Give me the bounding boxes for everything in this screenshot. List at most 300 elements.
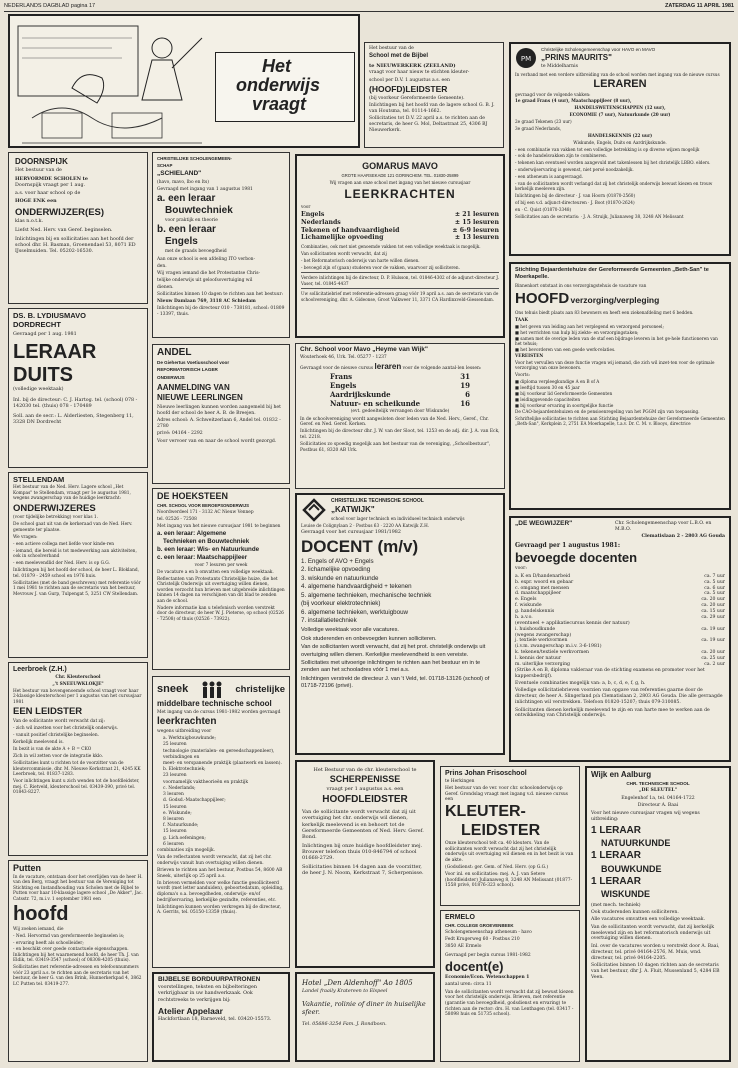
row-label: e. Engels [515,597,537,603]
list-item: e. Wiskunde; [163,810,192,816]
row-value: ca. 5 uur [704,579,725,585]
text: voor praktijk en theorie [165,218,218,224]
ad-lydiusmavo [8,308,148,468]
ad-schoolbijbel-nieuwerkerk [364,42,504,148]
list-item: 3 lesuren [163,792,184,798]
text: Van de sollicitanten wordt verwacht dat zij bewust kiezen voor het christelijk onderwijs. Brieven, met referentie (garantie van bevoegdheid, godsdienst en ervaring) te richten aan de rector: drs. H. van Lenthagen (tel. 03417 - 58098 huis en 51735 school). [445,989,574,1018]
text: Gevraagd per 1 augustus 1981: [515,542,621,550]
row-label: l. kennis der natuur [515,656,562,662]
text: Engelenhof 1a, tel. 04164-1722 [621,795,695,801]
ad-bijbelse-borduurpatronen [152,972,290,1062]
text: Chr. Kleuterschool [55,674,101,680]
text: a. een leraar [157,193,216,205]
text: (evt. gedeeltelijk vervangen door Wiskunde) [350,408,450,414]
text: DOORNSPIJK [15,157,68,166]
text: Sollicitaties zo spoedig mogelijk aan het bestuur van de vereniging, „Schoolbestuur", Postbus 61, 8320 AB Urk. [300,442,491,453]
text: Engels [165,236,198,248]
list-item: 5. algemene technieken, mechanische techniek [301,591,432,599]
text: te NIEUWERKERK (ZEELAND) [369,62,456,69]
row-value: 16 [460,398,470,408]
text: HERVORMDE SCHOLEN te [15,175,88,182]
list-item: (bij voorkeur elektrotechniek) [301,600,381,608]
text: Van de sollicitante wordt verwacht dat zij: [13,719,105,725]
text: DUITS [13,363,73,386]
text: Nieuw Damlaan 769, 3118 AC Schiedam [157,299,256,305]
text: Wij zoeken iemand, die [13,927,64,933]
row-label: Lichamelijke opvoeding [301,234,384,242]
text: - tekenen kan eventueel worden aangevuld met takenlessen bij het christelijk LBBO. elders. [515,160,711,166]
text: Het Bestuur van de chr. kleuterschool te [313,767,417,773]
requirement-list [13,934,143,952]
ad-andel [152,344,290,484]
text: privé: 04164 - 2292 [157,431,203,437]
text: Sollicitaties binnen 14 dagen aan de voorzitter, de heer J. N. Noom, Kerkstraat 7, Scherpenisse. [302,863,424,877]
list-item: 4. algemene handvaardigheid + tekenen [301,583,412,591]
list-item: technologie (materialen- en gereedschappenleer), [163,748,275,754]
text: Van de sollicitanten wordt verwacht, dat zij het prot. christelijk onderwijs uit overtuiging willen dienen. Kerkelijke meelevendheid is een vereiste. [301,644,486,658]
ad-sneek-mts [152,676,290,968]
text: Inlichtingen bij de directeur · J. van Hoorn (01870-2560) [515,193,636,199]
text: Sollicitaties met uitvoerige inlichtingen te richten aan het bestuur en in te zenden aan het schooladres vóór 1 mei a.s. [301,660,481,674]
list-item: 7. installatietechniek [301,617,357,625]
text: Inlichtingen bij onze huidige hoofdleidster mej. Brouwer telefoon thuis 010-846794 of school 01668-2729. [302,842,423,862]
text: Chr. School voor Mavo „Heyme van Wijk" [300,346,429,353]
text: - het Reformatorisch onderwijs van harte willen dienen. [301,258,420,264]
text: c. een leraar: Maatschappijleer [157,553,248,561]
ad-katwijk [295,493,505,755]
text: De vacature a en b omvatten een volledige weektaak. [157,569,274,575]
text: voor [301,203,311,209]
list-item: ■ het bevorderen van een goede werk-relaties. [515,346,616,352]
text: Van de sollicitante wordt verwacht dat zij uit overtuiging het chr. onderwijs wil dienen, kerkelijk meelevend is en behoort tot de Gereformeerde Gemeenten of Ned. Herv. Geref. Bond. [302,808,424,841]
row-label: Frans [330,372,353,382]
list-item: verbindingen en [163,754,200,760]
text: Brieven te richten aan het bestuur, Postbus 54, 8600 AB Sneek, uiterlijk op 25 april a.s. [157,867,283,879]
text: REFORMATORISCH LAGER [157,367,218,373]
list-item: b. Elektrotechniek; [163,767,206,773]
header-right: ZATERDAG 11 APRIL 1981 [665,3,734,9]
text: SCHAP [157,163,173,169]
text: of bij een v.d. adjunct-directeuren · J. Boot (01870-2624) [515,200,635,206]
text: leerkrachten [157,716,217,728]
text: docent(e) [445,958,504,974]
text: ECONOMIE (7 uur), Natuurkunde (20 uur) [569,112,671,118]
text: Noordwerdeel 171 - 3132 AC Nieuw Vennep [157,509,254,515]
list-item: 1 LERAAR [591,850,642,862]
row-value: ca. 29 uur [701,614,725,620]
text: voorstellingen, teksten en bijbelteringen verkrijgbaar in uw handwerkzaak. Ook rechtstreeks te verkrijgen bij: [158,985,257,1003]
text: CHR. SCHOOL VOOR BEROEPSONDERWIJS [157,502,249,508]
text: school voor lager technisch en individueel technisch onderwijs [331,515,465,521]
text: Sollicitanten dienen kerkelijk meelevend te zijn en van harte mee te werken aan de ontwikkeling van Christelijk onderwijs. [515,707,710,719]
text: Wijk en Aalburg [591,770,652,779]
vacancy-list [157,736,285,847]
ad-stellendam [8,472,148,658]
text: Reflectanten van Protestants Christelijke huize, die het Christelijk Onderwijs uit overtuiging willen dienen, worden verzocht hun brieven met uitgebreide inlichtingen binnen 14 dagen na verschijnen van dit blad te zenden aan de school. [157,576,285,604]
text: - een combinatie van vakken tot een volledige betrekking is op diverse wijzen mogelijk [515,146,700,152]
text: Met ingang van het nieuwe cursusjaar 1981 te beginnen [157,523,281,529]
row-label: i. huishoudkunde [515,626,556,632]
text: te Middelharnis [541,64,578,70]
ad-de-wegwijzer [509,516,731,762]
row-value: ca. 6 uur [704,585,725,591]
table-row [301,227,499,235]
text: Economie/Econ. Wetenschappen 1 [445,975,530,981]
classroom-drawing [12,18,212,148]
text: (bij voorkeur Gereformeerde Gemeente). [369,95,465,101]
list-item: voornamelijk vaktheorieën en praktijk [163,779,249,785]
row-value: ca. 15 uur [701,609,725,615]
text: AANMELDING VAN [157,382,230,392]
banner-title-line2: onderwijs [236,74,321,95]
text: Sollicitaties binnen 10 dagen te richten aan het bestuur: [157,292,284,298]
text: Gevraagd per 1 aug. 1981 [13,332,77,338]
list-item: ■ diploma verpleegkundige A en B of A [515,378,600,384]
text: Doornspijk vraagt per 1 aug. [15,183,86,189]
text: GROTE HAARSEKADE 121 GORINCHEM. TEL. 01830-25899 [341,172,459,178]
text: Stichting Bejaardentehuize der Gereformeerde Gemeenten „Beth-San" te Moerkapelle. [515,267,709,281]
text: „PRINS MAURITS" [541,53,612,63]
banner-title-box [215,52,355,122]
row-label: j. textiele werkvormen [515,638,568,644]
list-item: ■ het geven van leiding aan het verplegend en verzorgend personeel; [515,323,664,329]
text: ONDERWIJS [157,374,185,380]
text: Wiskunde, Engels, Duits en Aardrijkskunde. [573,139,667,145]
text: Fedt Krugerweg 60 - Postbus 210 [445,937,520,943]
banner-title-line1: Het [262,56,292,76]
text: Christelijke Scholengemeenschap voor HAVO en MAVO [541,47,656,52]
text: HANDELSWETENSCHAPPEN (12 uur), [574,105,666,111]
text: BIJBELSE BORDUURPATRONEN [158,976,261,983]
text: dienen. [157,285,174,291]
row-value: ± 21 lesuren [454,210,499,218]
vacancy-table [300,373,500,409]
text: b. een leraar: Wis- en Natuurkunde [157,545,260,553]
text: „DE SLEUTEL" [638,788,678,794]
text: a. een leraar: Algemene [157,529,227,537]
text: sneek [157,683,189,696]
ad-wijk-en-aalburg [585,766,731,1062]
text: 3e graad Nederlands, [515,125,562,131]
table-row [330,400,470,409]
row-label: Engels [301,210,325,218]
text: Kerkelijk meelevend is. [13,740,64,746]
vacancy-list [591,825,725,901]
row-label: Aardrijkskunde [330,389,391,399]
text: - iemand, die bereid is tot medewerking aan aktiviteiten, ook in schoolverband [13,548,137,560]
text: SCHERPENISSE [329,773,401,784]
text: - een actieve collega met liefde voor kinde-ren [13,541,115,547]
text: Inl. over de vacatures worden u verstrekt door A. Baai, directeur, tel. privé 04164-2576, M. Muis, wnd. directeur, tel. privé 04164-2205. [591,943,720,961]
row-value: ca. 2 uur [704,661,725,667]
text: Inlichtingen kunnen worden verkregen bij de directeur, A. Gerrits, tel. 05150-13359 (thuis). [157,904,281,916]
text: De school gaat uit van de kerkeraad van de Ned. Herv. gemeente ter plaatse. [13,522,133,533]
row-label: d. maatschappijleer [515,591,562,597]
text: Binnenkort ontstaat in ons verzorgingstehuis de vacature van [515,282,647,288]
text: Onze kleuterschool telt ca. 40 kleuters. Van de sollicitanten wordt verwacht dat zij het christelijk onderwijs uit overtuiging wil dienen en in het bezit is van de akte. [445,840,574,863]
text: den. [157,263,167,269]
text: Aan onze school is een afdeling ITO verbon- [157,256,255,262]
text: ONDERWIJZER(ES) [15,206,105,218]
text: Landel fraaily Kratereen to Elspeel [302,989,388,995]
text: - zich wil inzetten voor het christelijk onderwijs. [13,726,119,732]
text: Voorts: [515,372,530,378]
text: Sollicitaties aan de secretaris: · J. A. Struijk, Julianaweg 38, 3248 AN Melissant [515,213,684,219]
text: CHR. COLLEGE GROEVENBEEK [445,922,514,928]
vacancy-table [301,211,499,243]
text: CHRISTELIJKE TECHNISCHE SCHOOL [331,498,424,504]
ad-putten [8,860,148,1062]
text: vraagt voor haar nieuw te stichten kleuter- [369,70,470,76]
list-item: g. Lich.oefeningen; [163,835,206,841]
text: (volledige weektaak) [13,387,64,393]
page-header [4,2,734,12]
text: Voor het nieuwe cursusjaar vragen wij wegens uitbreiding: [591,810,700,822]
text: We vragen: [13,534,38,540]
text: DORDRECHT [13,320,61,330]
row-label: f. wiskunde [515,603,542,609]
text: Uw sollicitatiebrief met referentie-adressen graag vóór 19 april a.s. aan de secretaris van de schoolvereniging, dhr. A. Gideonse, Groot Valkweer 11, 3371 CA Hardinxveld-Giessendam. [301,291,499,302]
text: Gevraagd met ingang van 1 augustus 1981 [157,187,253,193]
text: a.s. voor haar school op de [15,190,81,196]
text: wegens uitbreiding voor [157,729,212,735]
text: voor: [515,566,527,572]
row-value: ca. 20 uur [701,650,725,656]
text: ONDERWIJZERES [13,502,96,514]
text: Sollicitaties binnen 10 dagen richten aan de secretaris van het bestuur, dhr J. A. Fluit, Mussenland 5, 4284 EB Veen. [591,962,720,980]
text: Wij vragen iemand die het Protestantse Chris- [157,270,260,276]
row-label: (eventueel + applikatiecursus kennis der natuur) [515,620,630,626]
list-item: 1. Engels of AVO + Engels [301,557,374,565]
text: Inlichtingen bij de directeur dhr. J. W. van der Sloot, tel. 1253 en de adj. dir. J. A. van Eck, tel. 2218. [300,429,500,440]
text: Technieken en Bouwtechniek [163,537,250,545]
row-value: ca. 5 uur [704,591,725,597]
row-label: Nederlands [301,218,341,226]
text: - ook de handelsvakken zijn te combineren. [515,153,608,159]
list-item: 3. wiskunde en natuurkunde [301,574,379,582]
ad-prins-johan-frisoschool [440,766,580,906]
ad-heyme-van-wijk [295,343,505,489]
text: bevoegde docenten [515,550,638,566]
text: TAAK [515,316,529,322]
ad-prins-maurits [509,42,731,256]
text: met de graads bevoegdheid [165,249,227,255]
text: Het bestuur van de [15,167,62,173]
text: HOGE ENK een [15,198,57,205]
text: 3850 AE Ermelo [445,944,482,950]
text: In bezit is van de akte A + B = CKO [13,747,92,753]
ad-schieland [152,152,290,338]
text: Soll. aan de secr.: L. Alderliesten, Stegenberg 11, 3328 DN Dordrecht [13,413,134,425]
text: Alle vacatures omvatten een volledige weektaak. [591,917,706,923]
vacancy-table [515,574,725,668]
list-item: c. Nederlands; [163,785,196,791]
text: Wouterhoek 46, Urk. Tel. 05277 - 1237 [300,355,387,361]
text: „KATWIJK" [331,504,375,514]
row-value: ca. 20 uur [701,603,725,609]
text: christelijke [235,684,285,696]
text: voor 7 lesuren per week [194,562,248,568]
text: STELLENDAM [13,475,65,484]
svg-text:PM: PM [520,55,532,63]
text: (voor tijdelijke betrekking) voor klas 1. [13,515,99,521]
text: Sollicitaties met referentie-adressen en telefoonnummers vóór 23 april a.s. te richten aan de secretaris van het bestuur, de heer G. van den Brink, Hunnerkerkpad 4, 3862 LC Putten tel. 03419-277. [13,965,142,987]
row-label: a. K en D/handenarbeid [515,573,571,579]
row-value: ca. 19 uur [701,626,725,632]
text: NIEUWE LEERLINGEN [157,392,243,402]
list-item: 8 lesuren [163,816,184,822]
text: Nadere informatie kan u telefonisch worden verstrekt door de directeur, de heer W. J. Pieterse, op school (02526 - 72508) of thuis (02526 - 73922). [157,605,284,622]
ad-hotel-den-aldenhoff [295,972,435,1062]
text: Hotel „Den Aldenhoff" Ao 1805 [302,979,413,987]
text: Inlichtingen bij het waarnemend hoofd, de heer Th. J. van Eldik, tel. 03419-3547 (school) of 08308-4205 (thuis). [13,952,139,964]
banner-title-line3: vraagt [252,93,307,114]
list-item: meet- en verspanende praktijk (plaatwerk en lassen). [163,761,282,767]
row-label: b. expr. woord en gebaar [515,579,574,585]
text: Het bestuur van bovengenoemde school vraagt voor haar 2-klassige kleuterschool per 1 augustus van het cursusjaar 1981 [13,688,142,705]
text: - bevoegd zijn of (gaan) studeren voor de vakken, waarvoor zij solliciteren. [301,265,460,271]
row-label: (wegens zwangerschap) [515,632,572,638]
text: School met de Bijbel [369,53,429,60]
row-value: ca. 7 uur [704,573,725,579]
text: Voor vervoer van en naar de school wordt gezorgd. [157,438,277,444]
table-row [301,234,499,242]
text: Inlichtingen bij het hoofd der school, de heer L. Blokland, tel. 01879 - 2459 school en 1976 huis. [13,568,139,579]
list-item: 1 LERAAR [591,875,642,887]
text: „DE WEGWIJZER" [515,520,573,527]
task-list [515,324,725,353]
text: Chr. Scholengemeenschap voor L.B.O. en M.B.O. [615,521,712,532]
text: Schriftelijke sollicitaties te richten aan Stichting Bejaardentehuize der Gereformeerde Gemeenten „Beth-San", Kerkplein 2, 2751 EA Moerkapelle, t.a.v. Dr. C. M. v. Blooys, directrice [515,415,725,427]
list-item: WISKUNDE [601,889,650,900]
text: tel. 02526 - 72508 [157,516,197,522]
text: LERAAR [13,341,97,364]
text: ANDEL [157,347,192,358]
row-value: ca. 20 uur [701,597,725,603]
text: Prins Johan Frisoschool [445,770,527,777]
list-item: 6 lesuren [163,841,184,847]
text: telijke onderwijs uit geloofsovertuiging wil [157,277,253,283]
list-item: - Ned. Hervormd van gereformeerde beginselen is; [13,934,125,940]
text: Clematislaan 2 - 2803 AG Gouda [641,534,725,540]
list-item: f. Natuurkunde; [163,823,199,829]
text: Scholengemeenschap atheneum - havo [445,929,532,935]
row-label: g. handelskennis [515,609,555,615]
list-item: d. Godsd.-Maatschappijleer; [163,798,226,804]
text: Met ingang van de cursus 1981-1982 worden gevraagd [157,709,281,715]
list-item: ■ bij voorkeur lid Gereformeerde Gemeenten [515,390,613,396]
row-label: h. a.v.o. [515,614,533,620]
header-left: NEDERLANDS DAGBLAD pagina 17 [4,3,96,9]
text: Het bestuur van de Ned. Herv. Lagere school „Het Kompas" te Stellendam, vraagt per 1e augustus 1981, wegens zwangerschap van de huidige leerkracht: [13,485,131,502]
row-value: ± 6-9 lesuren [452,226,499,234]
text: In de vacature, ontstaan door het overlijden van de heer H. van den Berg, vraagt het bestuur van de Vereniging tot Stichting en Instandhouding van Scholen met de Bijbel te Putten voor haar 10-klassige lagere school „De Akker", Jac. Catsstr. 72, m.i.v. 1 september 1981 een [13,874,143,902]
text: De CAO-bejaardentehuizen en de pensioenregeling van het PGGM zijn van toepassing. [515,408,700,414]
text: - een atheneum is aangevraagd. [515,174,583,180]
text: Tel. 05686-3254 Fam. J. Rondbosn. [302,1022,387,1028]
text: Voor het vervullen van deze functie vragen wij iemand, die zich wil inzet-ten voor de optimale verzorging van onze bewoners. [515,359,715,371]
text: In brieven vermelden voor welke functie gesolliciteerd wordt (met letter aanduiden), geboortedatum, opleiding, diploma's o.a. bevoegdheden, onderwijs- en/of bedrijfservaring, kerkelijke gezindte, referenties, etc. [157,880,284,903]
row-value: ca. 19 uur [701,638,725,644]
text: In de schoolvereniging wordt aangesloten door leden van de Ned. Herv., Geref., Chr. Geref. en Ned. Geref. Kerken. [300,416,489,428]
text: Putten [13,863,41,873]
vacancy-list [301,558,499,626]
row-label: (i.v.m. zwangerschap m.i.v. 3-6-1981) [515,644,602,650]
text: „'t SNEEUWKLOKJE" [52,681,104,687]
list-item: 25 lesuren [163,742,187,748]
text: HANDELSKENNIS (22 uur) [587,132,653,138]
text: Leerbroek (Z.H.) [13,666,67,673]
ad-scherpenisse [295,760,435,968]
list-item: BOUWKUNDE [601,863,662,874]
text: aantal uren: circa 11 [445,982,492,988]
text: hoofd [13,903,69,926]
ad-ermelo [440,910,580,1062]
text: Verdere inlichtingen bij de directeur, D. P. Hulsson, tel. 01846-4302 of de adjunct-directeur J. Vaser, tel. 01845-4437 [301,275,499,286]
list-item: 6. algemene technieken, werktuigbouw [301,608,408,616]
text: verzorging/verpleging [570,295,660,306]
row-label: Engels [330,381,357,391]
text: Louise de Colignylaan 2 · Postbus 63 · 2220 AA Katwijk Z.H. [301,522,430,528]
ad-leerbroek [8,662,148,856]
text: DOCENT (m/v) [301,536,419,556]
text: CHR. TECHNISCHE SCHOOL [626,780,690,786]
list-item: 2. lichamelijke opvoeding [301,566,371,574]
ad-doornspijk [8,152,148,304]
text: CHRISTELIJKE SCHOLENGEMEEN- [157,156,232,161]
text: Gevraagd voor de nieuwe cursus [300,365,374,371]
text: LEERKRACHTEN [344,187,456,202]
text: Liefst Ned. Herv. van Geref. beginselen. [15,228,113,234]
text: school per D.V. 1 augustus a.s. een [369,77,450,83]
row-label: k. tekenen/textiele werkvormen [515,650,590,656]
list-item: 23 lesuren [163,773,187,779]
text: (Godsdienst: ger. Gem. of Ned. Herv. (op G.G.) [445,864,549,870]
text: Sollicitaties kunt u richten tot de voorzitter van de kleutercommissie, dhr. M. Nieuwe Kerkstraat 21, 4245 KK Leerbroek, tel. 01837-1283. [13,761,141,778]
text: b. een leraar [157,224,216,236]
row-value: ca. 25 uur [701,656,725,662]
text: DE HOEKSTEEN [157,491,229,501]
text: Gevraagd voor het cursusjaar 1981/1982 [301,529,401,535]
text: combinaties zijn mogelijk. [157,848,216,854]
text: Zich in wil zetten voor de integratie kklo. [13,754,104,760]
text: - van de sollicitanten wordt verlangd dat zij het christelijk onderwijs bewust kiezen en trouw kerkelijk meeleven zijn. [515,180,713,192]
row-value: 6 [465,389,470,399]
text: Ons tehuis biedt plaats aan 83 bewoners en heeft een ziekenafdeling met 6 bedden. [515,309,694,315]
text: Bouwtechniek [165,205,233,217]
text: (HOOFD)LEIDSTER [369,84,448,95]
text: Het bestuur van de [369,46,414,51]
text: Inlichtingen bij de directeur 010 - 738181, school: 01809 - 13397, thuis. [157,306,285,318]
text: gevraagd voor de volgende vakken: [515,91,591,97]
text: Ook studerenden en onbevoegden kunnen solliciteren. [301,635,437,642]
list-item: ■ leidinggevende capaciteiten [515,396,581,402]
text: Directeur A. Baai [637,803,679,809]
list-item: - en beschikt over goede contactuele eigenschappen. [13,946,129,952]
list-item: a. Werktuigbouwkunde; [163,736,216,742]
list-item: ■ bij voorkeur ervaring in soortgelijke functie [515,402,614,408]
text: vraagt per 1 augustus a.s. een [326,785,404,792]
text: te Herkingen [445,778,475,784]
text: Inl. bij de directeur: C. J. Hartog. tel. (school) 078 - 142030 tel. (thuis) 078 - 170489 [13,397,138,409]
text: 2e graad Tekenen (23 uur) [515,119,572,125]
text: Vakantie, rolinie of diner in huiselijke sfeer. [302,999,426,1016]
text: Adres school: A. Schweitzerlaan 6, Andel tel. 01832 - 2780 [157,418,281,430]
row-label: m. uiterlijke verzorging [515,661,570,667]
text: klas n.o.t.k. [15,218,44,224]
text: Atelier Appelaar [158,1005,223,1016]
list-item: ■ leeftijd tussen 30 en 45 jaar [515,384,580,390]
